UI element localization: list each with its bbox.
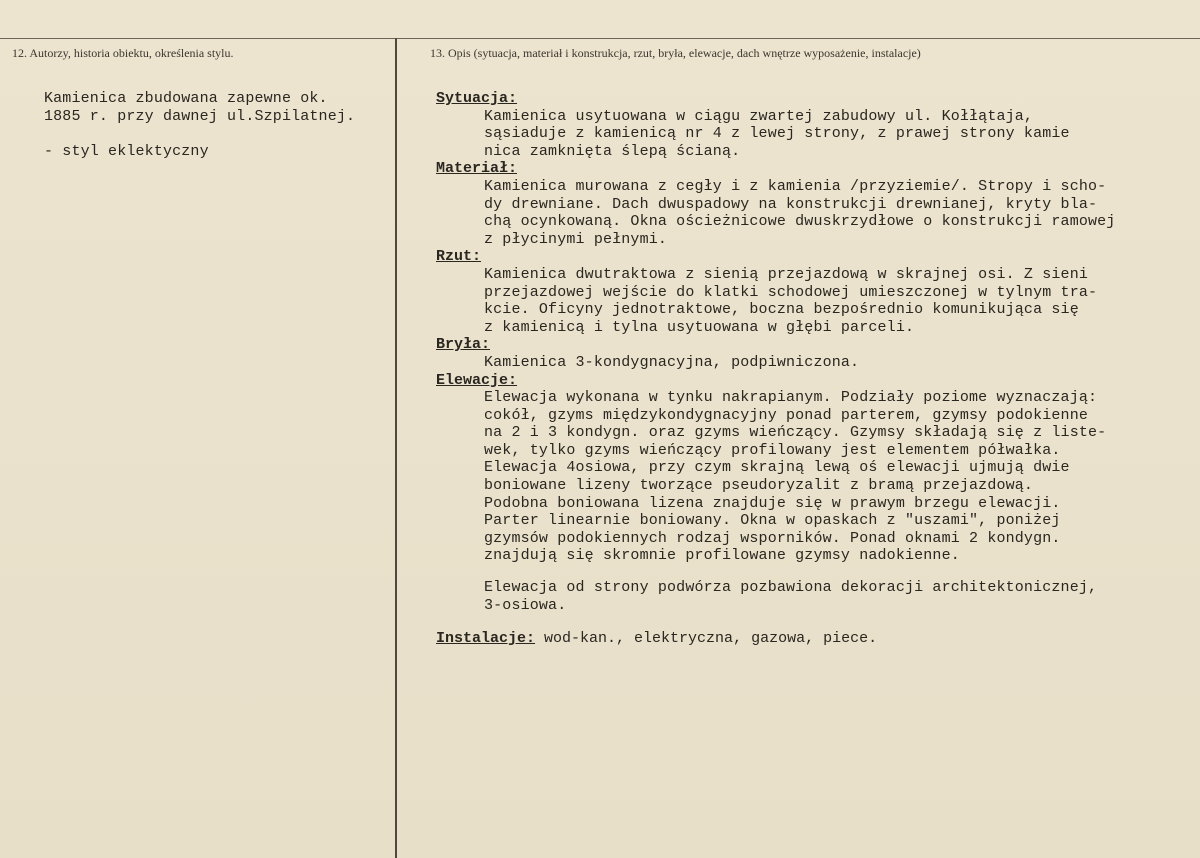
section-heading-elewacje: Elewacje: (436, 371, 518, 389)
text-line: z kamienicą i tylna usytuowana w głębi parceli. (484, 318, 915, 336)
text-line: Kamienica 3-kondygnacyjna, podpiwniczona. (484, 353, 860, 371)
text-line: z płycinymi pełnymi. (484, 230, 668, 248)
right-column (436, 90, 1196, 648)
section-heading-bryla: Bryła: (436, 336, 491, 354)
text-line: kcie. Oficyny jednotraktowe, boczna bezpośrednio komunikująca się (484, 301, 1079, 319)
text-line: boniowane lizeny tworzące pseudoryzalit z bramą przejazdową. (484, 477, 1034, 495)
column-divider (395, 38, 397, 858)
section-body-elewacje (436, 389, 1196, 614)
text-line: Podobna boniowana lizena znajduje się w prawym brzegu elewacji. (484, 494, 1061, 512)
text-line: Kamienica dwutraktowa z sienią przejazdową w skrajnej osi. Z sieni (484, 265, 1088, 283)
text-line: Parter linearnie boniowany. Okna w opaskach z "uszami", poniżej (484, 512, 1061, 530)
text-line: sąsiaduje z kamienicą nr 4 z lewej strony, z prawej strony kamie (484, 125, 1070, 143)
text-line: znajdują się skromnie profilowane gzymsy nadokienne. (484, 547, 960, 565)
section-body-material (436, 178, 1196, 248)
section-body-rzut (436, 266, 1196, 336)
text-line: gzymsów podokiennych rodzaj wsporników. Ponad oknami 2 kondygn. (484, 529, 1061, 547)
text-line: 3-osiowa. (484, 596, 567, 614)
section-heading-instalacje: Instalacje: (436, 630, 536, 648)
left-column (44, 90, 389, 161)
section-body-sytuacja (436, 108, 1196, 161)
text-line: Elewacja 4osiowa, przy czym skrajną lewą oś elewacji ujmują dwie (484, 459, 1070, 477)
left-line: Kamienica zbudowana zapewne ok. (44, 90, 328, 107)
text-line: nica zamknięta ślepą ścianą. (484, 142, 741, 160)
header-right: 13. Opis (sytuacja, materiał i konstrukcja, rzut, bryła, elewacje, dach wnętrze wyposażenie, instalacje) (430, 46, 921, 60)
left-line: 1885 r. przy dawnej ul.Szpilatnej. (44, 107, 356, 125)
style-note: - styl eklektyczny (44, 143, 209, 161)
header-rule (0, 38, 1200, 39)
instalacje-text: wod-kan., elektryczna, gazowa, piece. (535, 630, 878, 648)
section-heading-sytuacja: Sytuacja: (436, 90, 518, 107)
section-heading-material: Materiał: (436, 160, 518, 178)
section-instalacje (436, 630, 1196, 648)
text-line: chą ocynkowaną. Okna ościeżnicowe dwuskrzydłowe o konstrukcji ramowej (484, 213, 1116, 231)
section-heading-rzut: Rzut: (436, 248, 482, 266)
text-line: wek, tylko gzyms wieńczący profilowany jest elementem półwałka. (484, 441, 1061, 459)
text-line: cokół, gzyms międzykondygnacyjny ponad parterem, gzymsy podokienne (484, 406, 1088, 424)
text-line: Elewacja od strony podwórza pozbawiona dekoracji architektonicznej, (484, 579, 1098, 597)
text-line: Kamienica usytuowana w ciągu zwartej zabudowy ul. Kołłątaja, (484, 107, 1034, 125)
text-line: przejazdowej wejście do klatki schodowej umieszczonej w tylnym tra- (484, 283, 1098, 301)
section-body-bryla (436, 354, 1196, 372)
text-line: dy drewniane. Dach dwuspadowy na konstrukcji drewnianej, kryty bla- (484, 195, 1098, 213)
header-left: 12. Autorzy, historia obiektu, określenia stylu. (12, 46, 234, 60)
text-line: na 2 i 3 kondygn. oraz gzyms wieńczący. Gzymsy składają się z liste- (484, 424, 1107, 442)
text-line: Elewacja wykonana w tynku nakrapianym. Podziały poziome wyznaczają: (484, 389, 1098, 407)
text-line: Kamienica murowana z cegły i z kamienia /przyziemie/. Stropy i scho- (484, 177, 1107, 195)
